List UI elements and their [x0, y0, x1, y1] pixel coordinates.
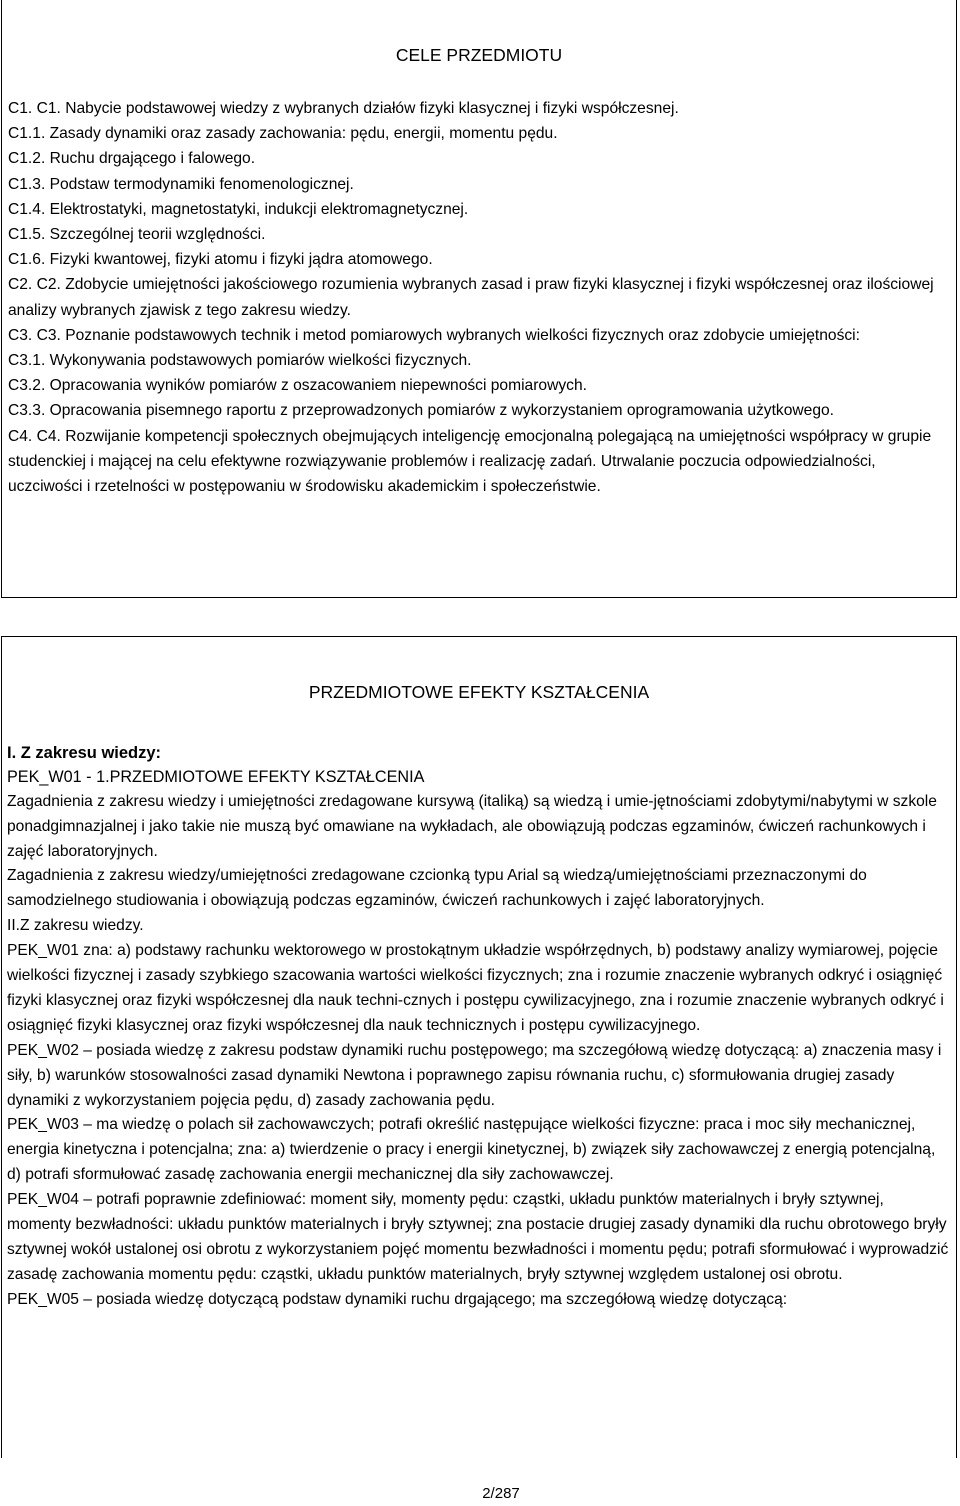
- objective-line: C4. C4. Rozwijanie kompetencji społecznych obejmujących inteligencję emocjonalną polegającą na umiejętności współpracy w grupie studenckiej i mającej na celu efektywne rozwiązywanie problemów i realizację zadań. Utrwalanie poczucia odpowiedzialności, uczciwości i rzetelności w postępowaniu w środowisku akademickim i społeczeństwie.: [8, 427, 932, 496]
- objective-line: C3.3. Opracowania pisemnego raportu z przeprowadzonych pomiarów z wykorzystaniem oprogramowania użytkowego.: [8, 402, 834, 420]
- outcome-paragraph: PEK_W04 – potrafi poprawnie zdefiniować: moment siły, momenty pędu: cząstki, układu punktów materialnych i bryły sztywnej, momenty bezwładności: układu punktów materialnych i bryły sztywnej; zna postacie drugiej zasady dynamiki dla ruchu obrotowego bryły sztywnej wokół ustalonej osi obrotu z wykorzystaniem pojęć momentu bezwładności i momentu pędu; potrafi sformułować i wyprowadzić zasadę zachowania momentu pędu: cząstki, układu punktów materialnych, bryły sztywnej względem ustalonej osi obrotu.: [7, 1191, 949, 1283]
- objective-line: C1.1. Zasady dynamiki oraz zasady zachowania: pędu, energii, momentu pędu.: [8, 125, 558, 143]
- objective-line: C1.4. Elektrostatyki, magnetostatyki, indukcji elektromagnetycznej.: [8, 200, 469, 218]
- outcome-paragraph: PEK_W02 – posiada wiedzę z zakresu podstaw dynamiki ruchu postępowego; ma szczegółową wiedzę dotyczącą: a) znaczenia masy i siły, b) warunków stosowalności zasad dynamiki Newtona i poprawnego zapisu równania ruchu, c) sformułowania drugiej zasady dynamiki z wykorzystaniem pojęcia pędu, d) zasady zachowania pędu.: [7, 1041, 942, 1109]
- page-number: 2/287: [482, 1485, 520, 1502]
- course-objectives-title: CELE PRZEDMIOTU: [395, 45, 563, 65]
- learning-outcomes-content: [7, 741, 950, 1313]
- objective-line: C1.6. Fizyki kwantowej, fizyki atomu i fizyki jądra atomowego.: [8, 251, 433, 269]
- objective-line: C1.5. Szczególnej teorii względności.: [8, 226, 266, 244]
- outcome-paragraph: PEK_W01 zna: a) podstawy rachunku wektorowego w prostokątnym układzie współrzędnych, b) podstawy analizy wymiarowej, pojęcie wielkości fizycznej i zasady szybkiego szacowania wartości wielkości fizycznych; zna i rozumie znaczenie wybranych odkryć i osiągnięć fizyki klasycznej oraz fizyki współczesnej dla nauk techni-cznych i postępu cywilizacyjnego, zna i rozumie znaczenie wybranych odkryć i osiągnięć fizyki klasycznej oraz fizyki współczesnej dla nauk technicznych i postępu cywilizacyjnego.: [7, 942, 944, 1034]
- outcome-paragraph: PEK_W03 – ma wiedzę o polach sił zachowawczych; potrafi określić następujące wielkości fizyczne: praca i moc siły mechanicznej, energia kinetyczna i potencjalna; zna: a) twierdzenie o pracy i energii kinetycznej, b) związek siły zachowawczej z energią potencjalną, d) potrafi sformułować zasadę zachowania energii mechanicznej dla siły zachowawczej.: [7, 1116, 936, 1184]
- objective-line: C1.2. Ruchu drgającego i falowego.: [8, 150, 256, 168]
- pek-line: PEK_W01 - 1.PRZEDMIOTOWE EFEKTY KSZTAŁCENIA: [7, 768, 425, 786]
- course-objectives-list: [8, 96, 950, 499]
- objective-line: C3.1. Wykonywania podstawowych pomiarów wielkości fizycznych.: [8, 352, 472, 370]
- objective-line: C1.3. Podstaw termodynamiki fenomenologicznej.: [8, 175, 354, 193]
- objective-line: C3.2. Opracowania wyników pomiarów z oszacowaniem niepewności pomiarowych.: [8, 377, 587, 395]
- knowledge-heading: I. Z zakresu wiedzy:: [7, 744, 162, 762]
- objective-line: C3. C3. Poznanie podstawowych technik i metod pomiarowych wybranych wielkości fizycznych oraz zdobycie umiejętności:: [8, 326, 860, 344]
- outcome-paragraph: Zagadnienia z zakresu wiedzy i umiejętności zredagowane kursywą (italiką) są wiedzą i umie-jętnościami zdobytymi/nabytymi w szkole ponadgimnazjalnej i jako takie nie muszą być omawiane na wykładach, ale obowiązują podczas egzaminów, ćwiczeń rachunkowych i zajęć laboratoryjnych.: [7, 792, 937, 860]
- outcome-paragraph: II.Z zakresu wiedzy.: [7, 917, 144, 935]
- course-objectives-box: [1, 0, 957, 598]
- learning-outcomes-box: [1, 636, 957, 1458]
- objective-line: C2. C2. Zdobycie umiejętności jakościowego rozumienia wybranych zasad i praw fizyki klasycznej i fizyki współczesnej oraz ilościowej analizy wybranych zjawisk z tego zakresu wiedzy.: [8, 276, 934, 319]
- outcome-paragraph: Zagadnienia z zakresu wiedzy/umiejętności zredagowane czcionką typu Arial są wiedzą/umiejętnościami przeznaczonymi do samodzielnego studiowania i obowiązują podczas egzaminów, ćwiczeń rachunkowych i zajęć laboratoryjnych.: [7, 867, 867, 910]
- learning-outcomes-title: PRZEDMIOTOWE EFEKTY KSZTAŁCENIA: [308, 682, 650, 702]
- page-footer: [0, 1484, 960, 1504]
- objective-line: C1. C1. Nabycie podstawowej wiedzy z wybranych działów fizyki klasycznej i fizyki współczesnej.: [8, 100, 679, 117]
- outcome-paragraph: PEK_W05 – posiada wiedzę dotyczącą podstaw dynamiki ruchu drgającego; ma szczegółową wiedzę dotyczącą:: [7, 1290, 788, 1308]
